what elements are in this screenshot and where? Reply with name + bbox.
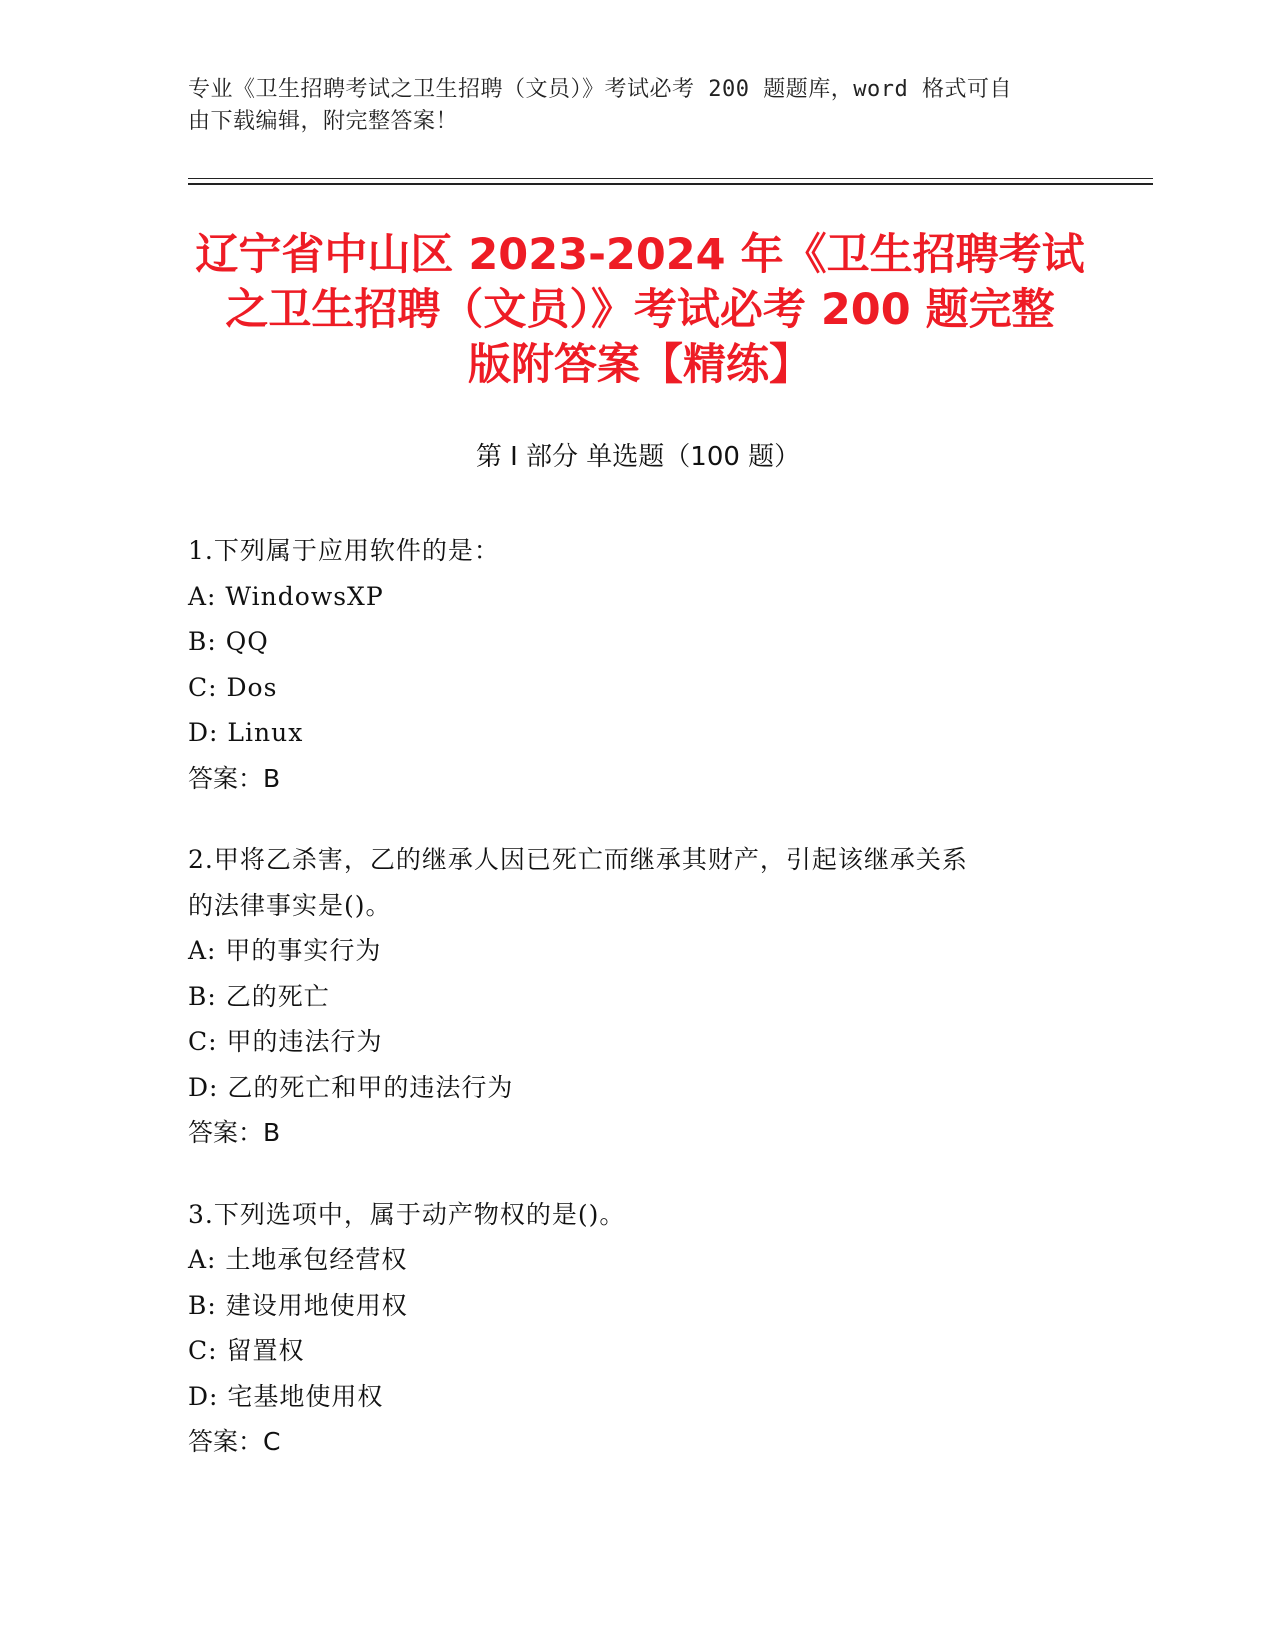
question-1-option-c: C: Dos — [188, 672, 278, 702]
header-note-line-1: 专业《卫生招聘考试之卫生招聘（文员）》考试必考 200 题题库，word 格式可自 — [188, 77, 1012, 102]
question-2-option-d: D: 乙的死亡和甲的违法行为 — [188, 1072, 514, 1102]
question-2-stem-line-2: 的法律事实是()。 — [188, 890, 392, 920]
question-2 — [188, 837, 1088, 1156]
question-2-option-c: C: 甲的违法行为 — [188, 1027, 383, 1056]
question-3-answer: 答案：C — [188, 1427, 281, 1456]
header-divider-thin — [188, 178, 1153, 179]
question-1-option-a: A: WindowsXP — [188, 581, 384, 611]
question-1-stem: 1.下列属于应用软件的是： — [188, 536, 500, 565]
question-2-option-b: B: 乙的死亡 — [188, 981, 330, 1011]
question-3-option-b: B: 建设用地使用权 — [188, 1290, 408, 1320]
question-2-answer: 答案：B — [188, 1118, 281, 1147]
header-note — [188, 74, 1078, 138]
question-list — [188, 528, 1088, 1501]
question-3 — [188, 1192, 1088, 1465]
question-3-option-c: C: 留置权 — [188, 1336, 305, 1365]
document-title-line-1: 辽宁省中山区 2023-2024 年《卫生招聘考试 — [195, 230, 1085, 280]
document-title-line-3: 版附答案【精练】 — [468, 340, 812, 390]
question-3-option-a: A: 土地承包经营权 — [188, 1245, 408, 1274]
question-3-stem: 3.下列选项中，属于动产物权的是()。 — [188, 1199, 626, 1229]
header-divider-thick — [188, 183, 1153, 185]
document-title — [190, 228, 1090, 393]
header-note-line-2: 由下载编辑，附完整答案！ — [188, 109, 459, 134]
section-title: 第 I 部分 单选题（100 题） — [475, 442, 801, 472]
question-1-answer: 答案：B — [188, 763, 281, 793]
question-2-option-a: A: 甲的事实行为 — [188, 936, 382, 965]
document-title-line-2: 之卫生招聘（文员）》考试必考 200 题完整 — [225, 285, 1055, 335]
question-1-option-b: B: QQ — [188, 627, 269, 656]
question-2-stem-line-1: 2.甲将乙杀害，乙的继承人因已死亡而继承其财产，引起该继承关系 — [188, 845, 968, 874]
question-1 — [188, 528, 1088, 801]
question-3-option-d: D: 宅基地使用权 — [188, 1381, 384, 1411]
question-1-option-d: D: Linux — [188, 718, 304, 747]
